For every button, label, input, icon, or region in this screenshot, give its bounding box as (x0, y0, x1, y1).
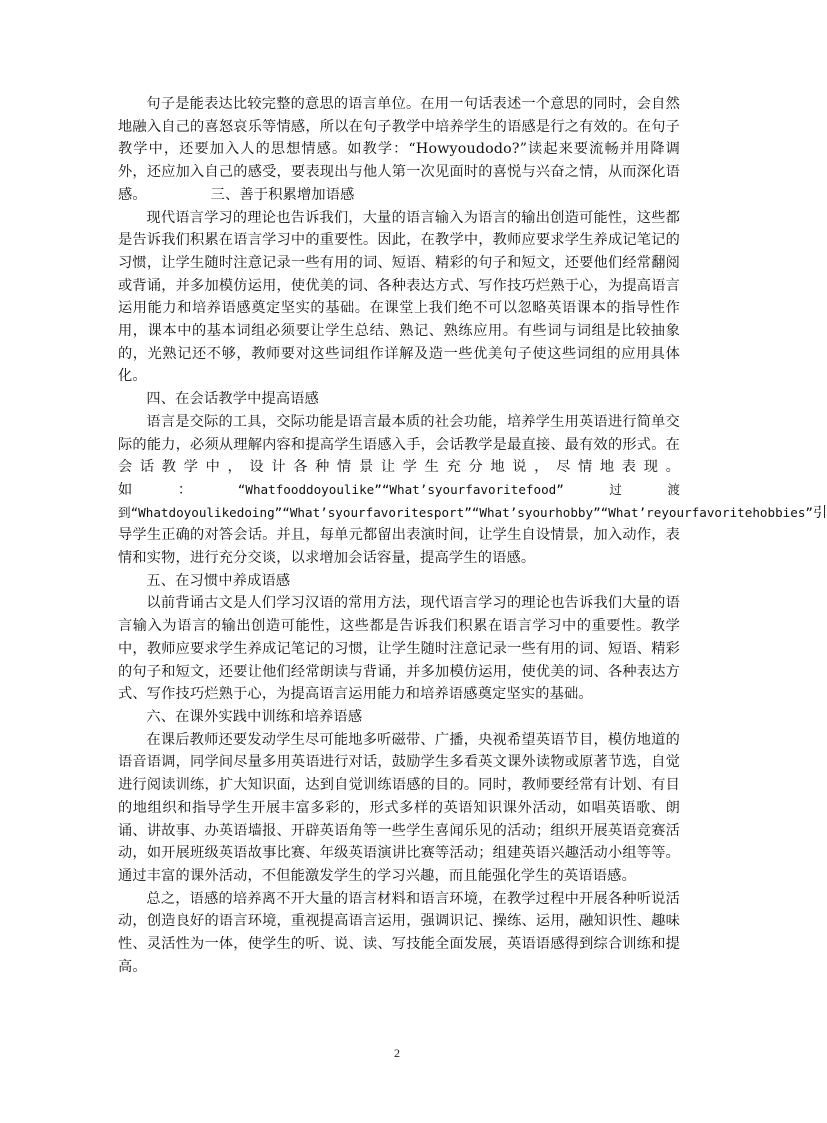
paragraph-text: 语言是交际的工具，交际功能是语言最本质的社会功能，培养学生用英语进行简单交际的能力，必须从理解内容和提高学生语感入手，会话教学是最直接、最有效的形式。在会话教学中，设计各种情景让学生充分地说，尽情地表现。如： (118, 413, 680, 498)
paragraph-text: 句子是能表达比较完整的意思的语言单位。在用一句话表述一个意思的同时，会自然地融入自己的喜怒哀乐等情感，所以在句子教学中培养学生的语感是行之有效的。在句子教学中，还要加入人的思想情感。如教学：“Howyoudodo?”读起来要流畅并用降调外，还应加入自己的感受，要表现出与他人第一次见面时的喜悦与兴奋之情，从而深化语感。 (118, 96, 680, 203)
section-heading-habit: 五、在习惯中养成语感 (146, 572, 291, 589)
paragraph-sentence-teaching (118, 93, 680, 207)
paragraph-habit: 以前背诵古文是人们学习汉语的常用方法，现代语言学习的理论也告诉我们大量的语言输入为语言的输出创造可能性，这些都是告诉我们积累在语言学习中的重要性。教学中，教师应要求学生养成记笔记的习惯，让学生随时注意记录一些有用的词、短语、精彩的句子和短文，还要让他们经常朗读与背诵，并多加模仿运用，使优美的词、各种表达方式、写作技巧烂熟于心，为提高语言运用能力和培养语感奠定坚实的基础。 (118, 595, 680, 703)
section-heading-accumulation: 三、善于积累增加语感 (210, 186, 355, 203)
english-examples: “Whatfooddoyoulike”“What’syourfavoritefood”过渡到“Whatdoyoulikedoing”“What’syourfavoritesport”“What’syourhobby”“What’reyourfavoritehobbies” (118, 481, 813, 520)
section-heading-conversation: 四、在会话教学中提高语感 (146, 391, 320, 408)
paragraph-accumulation: 现代语言学习的理论也告诉我们，大量的语言输入为语言的输出创造可能性，这些都是告诉我们积累在语言学习中的重要性。因此，在教学中，教师应要求学生养成记笔记的习惯，让学生随时注意记录一些有用的词、短语、精彩的句子和短文，还要他们经常翻阅或背诵，并多加模仿运用，使优美的词、各种表达方式、写作技巧烂熟于心，为提高语言运用能力和培养语感奠定坚实的基础。在课堂上我们绝不可以忽略英语课本的指导性作用，课本中的基本词组必须要让学生总结、熟记、熟练应用。有些词与词组是比较抽象的，光熟记还不够，教师要对这些词组作详解及造一些优美句子使这些词组的应用具体化。 (118, 209, 680, 385)
paragraph-conversation (118, 411, 827, 570)
page-number: 2 (394, 1046, 400, 1060)
paragraph-practice: 在课后教师还要发动学生尽可能地多听磁带、广播，央视希望英语节目，模仿地道的语音语调，同学间尽量多用英语进行对话，鼓励学生多看英文课外读物或原著节选，自觉进行阅读训练，扩大知识面，达到自觉训练语感的目的。同时，教师要经常有计划、有目的地组织和指导学生开展丰富多彩的，形式多样的英语知识课外活动，如唱英语歌、朗诵、讲故事、办英语墙报、开辟英语角等一些学生喜闻乐见的活动；组织开展英语竞赛活动，如开展班级英语故事比赛、年级英语演讲比赛等活动；组建英语兴趣活动小组等等。通过丰富的课外活动，不但能激发学生的学习兴趣，而且能强化学生的英语语感。 (118, 731, 680, 884)
paragraph-text: 引导学生正确的对答会话。并且，每单元都留出表演时间，让学生自设情景，加入动作，表情和实物，进行充分交谈，以求增加会话容量，提高学生的语感。 (118, 504, 827, 567)
paragraph-conclusion: 总之，语感的培养离不开大量的语言材料和语言环境，在教学过程中开展各种听说活动，创造良好的语言环境，重视提高语言运用，强调识记、操练、运用，融知识性、趣味性、灵活性为一体，使学生的听、说、读、写技能全面发展，英语语感得到综合训练和提高。 (118, 890, 680, 975)
section-heading-practice: 六、在课外实践中训练和培养语感 (146, 708, 363, 725)
document-body (118, 93, 827, 978)
